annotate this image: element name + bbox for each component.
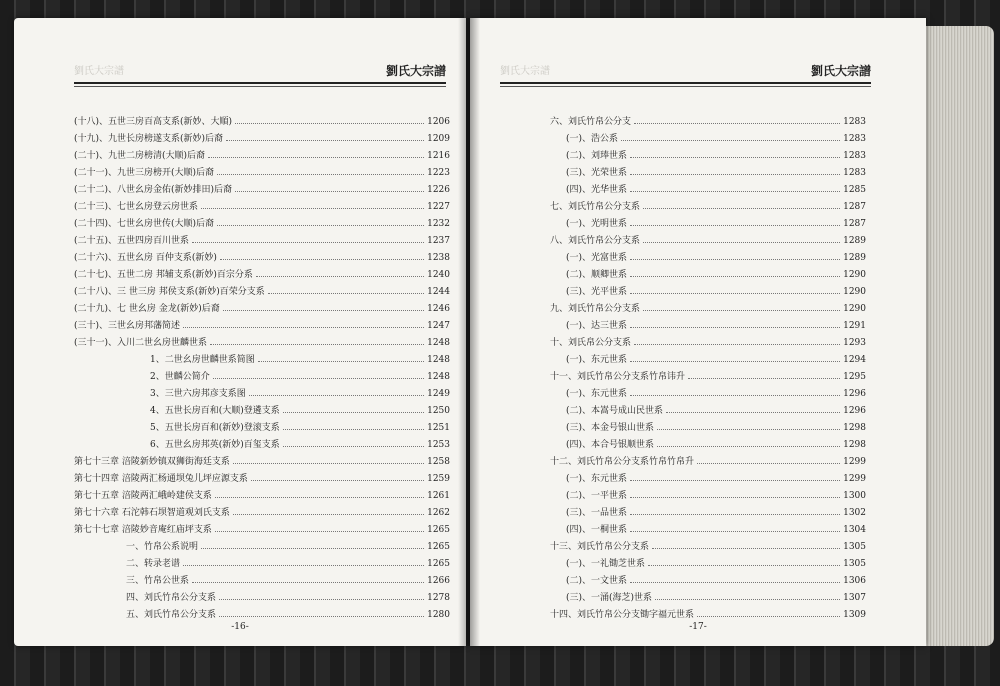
left-folio: -16- <box>231 622 249 632</box>
toc-entry-page: 1232 <box>427 219 450 229</box>
toc-entry-page: 1283 <box>843 134 866 144</box>
toc-entry-page: 1209 <box>427 134 450 144</box>
toc-entry-label: (二)、本嵩号成山民世系 <box>566 406 664 416</box>
toc-entry-label: (三十一)、入川二世幺房世麟世系 <box>74 338 208 348</box>
right-header-rule <box>500 82 871 84</box>
toc-leader-dots <box>630 582 840 583</box>
toc-entry-label: 十二、刘氏竹帛公分支系竹帛竹帛升 <box>550 457 695 467</box>
toc-entry-label: 1、二世幺房世麟世系简图 <box>150 355 255 365</box>
toc-entry-label: (三)、光平世系 <box>566 287 628 297</box>
right-header <box>500 62 871 90</box>
toc-entry-page: 1290 <box>843 304 866 314</box>
toc-entry <box>550 501 866 518</box>
toc-entry-label: (一)、达三世系 <box>566 321 628 331</box>
toc-entry <box>550 229 866 246</box>
toc-entry-page: 1250 <box>427 406 450 416</box>
toc-entry-page: 1305 <box>843 542 866 552</box>
toc-entry-page: 1216 <box>427 151 450 161</box>
toc-leader-dots <box>268 293 424 294</box>
toc-entry-page: 1246 <box>427 304 450 314</box>
toc-entry-label: 第七十七章 涪陵妙音庵红庙坪支系 <box>74 525 212 535</box>
toc-entry-label: 十、刘氏帛公分支系 <box>550 338 632 348</box>
toc-entry-page: 1262 <box>427 508 450 518</box>
right-folio: -17- <box>689 622 707 632</box>
toc-entry <box>550 161 866 178</box>
toc-leader-dots <box>652 548 840 549</box>
toc-entry <box>74 314 450 331</box>
toc-entry-page: 1296 <box>843 389 866 399</box>
toc-entry <box>550 518 866 535</box>
toc-entry-label: 一、竹帛公系说明 <box>126 542 199 552</box>
toc-entry-page: 1289 <box>843 236 866 246</box>
toc-entry-page: 1283 <box>843 151 866 161</box>
toc-entry <box>74 586 450 603</box>
toc-leader-dots <box>210 344 424 345</box>
toc-entry <box>550 178 866 195</box>
toc-entry <box>74 467 450 484</box>
toc-entry <box>74 331 450 348</box>
toc-entry <box>550 110 866 127</box>
toc-entry <box>550 399 866 416</box>
toc-entry <box>74 348 450 365</box>
toc-entry-label: (二十六)、五世幺房 百仲支系(新妙) <box>74 253 217 263</box>
toc-leader-dots <box>283 429 424 430</box>
toc-entry <box>74 365 450 382</box>
toc-leader-dots <box>657 429 840 430</box>
toc-leader-dots <box>223 310 424 311</box>
toc-entry-label: 第七十四章 涪陵两汇杨通坝兔儿坪应源支系 <box>74 474 248 484</box>
toc-entry <box>74 161 450 178</box>
toc-entry-page: 1305 <box>843 559 866 569</box>
toc-leader-dots <box>630 174 840 175</box>
toc-entry-label: (二)、一平世系 <box>566 491 628 501</box>
toc-entry-label: 6、五世幺房邦英(新妙)百玺支系 <box>150 440 280 450</box>
toc-entry-page: 1244 <box>427 287 450 297</box>
toc-entry-label: 第七十三章 涪陵新妙镇双狮街海廷支系 <box>74 457 230 467</box>
toc-entry-page: 1302 <box>843 508 866 518</box>
toc-entry <box>550 144 866 161</box>
toc-entry <box>74 178 450 195</box>
toc-entry-label: (二十二)、八世幺房金佑(新妙排田)后裔 <box>74 185 233 195</box>
toc-entry <box>74 263 450 280</box>
toc-entry <box>550 365 866 382</box>
toc-entry <box>550 382 866 399</box>
toc-entry <box>550 416 866 433</box>
toc-entry <box>550 212 866 229</box>
toc-entry-page: 1265 <box>427 542 450 552</box>
toc-entry-page: 1293 <box>843 338 866 348</box>
toc-entry-page: 1258 <box>427 457 450 467</box>
toc-entry <box>74 484 450 501</box>
toc-entry <box>550 467 866 484</box>
toc-entry-label: (二十三)、七世幺房登云房世系 <box>74 202 199 212</box>
toc-entry-page: 1259 <box>427 474 450 484</box>
toc-entry-page: 1309 <box>843 610 866 620</box>
left-header-ghost: 劉氏大宗譜 <box>74 66 124 77</box>
toc-entry-label: (一)、光明世系 <box>566 219 628 229</box>
left-header-rule-thin <box>74 86 446 87</box>
toc-entry <box>74 450 450 467</box>
toc-entry <box>74 399 450 416</box>
toc-entry <box>74 297 450 314</box>
toc-entry-page: 1226 <box>427 185 450 195</box>
toc-entry-label: (四)、一桐世系 <box>566 525 628 535</box>
toc-entry-page: 1266 <box>427 576 450 586</box>
toc-entry <box>74 603 450 620</box>
toc-entry <box>550 535 866 552</box>
toc-leader-dots <box>208 157 424 158</box>
toc-entry-page: 1298 <box>843 440 866 450</box>
toc-entry-page: 1299 <box>843 457 866 467</box>
toc-entry-label: 六、刘氏竹帛公分支 <box>550 117 632 127</box>
toc-entry <box>74 110 450 127</box>
toc-entry-label: (二十八)、三 世三房 邦侯支系(新妙)百荣分支系 <box>74 287 265 297</box>
toc-leader-dots <box>283 412 424 413</box>
toc-entry-label: 四、刘氏竹帛公分支系 <box>126 593 217 603</box>
toc-entry-page: 1290 <box>843 270 866 280</box>
toc-entry <box>74 382 450 399</box>
toc-leader-dots <box>217 174 424 175</box>
toc-leader-dots <box>217 225 424 226</box>
toc-entry-page: 1265 <box>427 559 450 569</box>
toc-leader-dots <box>183 565 424 566</box>
toc-entry <box>550 246 866 263</box>
toc-entry <box>74 416 450 433</box>
toc-entry <box>550 484 866 501</box>
toc-entry-page: 1265 <box>427 525 450 535</box>
toc-entry-label: (十九)、九世长房榜遂支系(新妙)后裔 <box>74 134 224 144</box>
toc-leader-dots <box>233 463 424 464</box>
toc-entry-label: (二十四)、七世幺房世传(大顺)后裔 <box>74 219 215 229</box>
toc-entry-page: 1283 <box>843 168 866 178</box>
toc-leader-dots <box>621 140 840 141</box>
toc-leader-dots <box>630 514 840 515</box>
toc-entry-label: (三)、一涌(海芝)世系 <box>566 593 653 603</box>
toc-leader-dots <box>251 480 424 481</box>
toc-entry <box>74 144 450 161</box>
book-gutter <box>458 18 480 646</box>
toc-leader-dots <box>283 446 424 447</box>
toc-leader-dots <box>643 208 840 209</box>
toc-entry-label: 第七十五章 涪陵两汇峨岭建侯支系 <box>74 491 212 501</box>
toc-leader-dots <box>201 208 424 209</box>
toc-entry-label: (十八)、五世三房百高支系(新妙、大順) <box>74 117 233 127</box>
toc-entry-page: 1237 <box>427 236 450 246</box>
toc-leader-dots <box>643 310 840 311</box>
toc-entry-label: (一)、东元世系 <box>566 389 628 399</box>
toc-entry <box>550 603 866 620</box>
right-header-title: 劉氏大宗譜 <box>810 64 871 78</box>
toc-entry-label: (三十)、三世幺房邦藩简述 <box>74 321 181 331</box>
toc-entry-page: 1287 <box>843 202 866 212</box>
toc-entry <box>74 569 450 586</box>
toc-leader-dots <box>630 327 840 328</box>
toc-entry-page: 1294 <box>843 355 866 365</box>
left-header-title: 劉氏大宗譜 <box>385 64 446 78</box>
toc-leader-dots <box>630 497 840 498</box>
toc-entry-page: 1304 <box>843 525 866 535</box>
toc-entry-label: (二)、顺卿世系 <box>566 270 628 280</box>
toc-entry-label: (一)、一礼锄芝世系 <box>566 559 646 569</box>
toc-leader-dots <box>215 497 424 498</box>
toc-entry-label: (三)、光荣世系 <box>566 168 628 178</box>
toc-entry <box>550 586 866 603</box>
toc-leader-dots <box>630 395 840 396</box>
toc-entry <box>74 229 450 246</box>
toc-entry-page: 1300 <box>843 491 866 501</box>
left-toc <box>74 110 450 620</box>
toc-leader-dots <box>648 565 840 566</box>
toc-entry-page: 1223 <box>427 168 450 178</box>
toc-entry-label: (一)、东元世系 <box>566 355 628 365</box>
toc-leader-dots <box>258 361 424 362</box>
toc-entry-page: 1291 <box>843 321 866 331</box>
toc-leader-dots <box>213 378 424 379</box>
toc-entry <box>550 314 866 331</box>
toc-entry-page: 1296 <box>843 406 866 416</box>
toc-entry-page: 1290 <box>843 287 866 297</box>
toc-leader-dots <box>688 378 840 379</box>
toc-leader-dots <box>249 395 424 396</box>
toc-entry-label: (二十五)、五世四房百川世系 <box>74 236 190 246</box>
toc-entry-label: 九、刘氏竹帛公分支系 <box>550 304 641 314</box>
toc-leader-dots <box>630 293 840 294</box>
toc-entry-label: (四)、光华世系 <box>566 185 628 195</box>
toc-leader-dots <box>666 412 840 413</box>
toc-leader-dots <box>634 123 840 124</box>
toc-entry-label: 三、竹帛公世系 <box>126 576 190 586</box>
toc-entry <box>74 433 450 450</box>
toc-entry-label: (一)、光富世系 <box>566 253 628 263</box>
toc-entry <box>74 518 450 535</box>
toc-entry <box>550 569 866 586</box>
toc-entry-page: 1306 <box>843 576 866 586</box>
toc-leader-dots <box>215 531 424 532</box>
toc-entry-page: 1278 <box>427 593 450 603</box>
toc-entry-page: 1240 <box>427 270 450 280</box>
toc-entry <box>550 280 866 297</box>
toc-entry-page: 1251 <box>427 423 450 433</box>
toc-leader-dots <box>697 463 840 464</box>
toc-entry <box>74 280 450 297</box>
toc-leader-dots <box>219 599 424 600</box>
toc-leader-dots <box>630 361 840 362</box>
toc-leader-dots <box>235 191 424 192</box>
toc-entry-label: (三)、本金号银山世系 <box>566 423 655 433</box>
toc-leader-dots <box>192 242 424 243</box>
toc-entry-page: 1287 <box>843 219 866 229</box>
toc-entry-page: 1261 <box>427 491 450 501</box>
toc-entry-page: 1247 <box>427 321 450 331</box>
toc-entry-label: (二十七)、五世二房 邦辅支系(新妙)百宗分系 <box>74 270 253 280</box>
toc-entry-page: 1238 <box>427 253 450 263</box>
toc-entry <box>550 195 866 212</box>
toc-entry-page: 1283 <box>843 117 866 127</box>
toc-entry <box>74 246 450 263</box>
toc-leader-dots <box>256 276 424 277</box>
toc-leader-dots <box>630 531 840 532</box>
toc-entry-label: 十四、刘氏竹帛公分支锄字福元世系 <box>550 610 695 620</box>
toc-entry-label: (四)、本合号银顺世系 <box>566 440 655 450</box>
toc-entry <box>74 535 450 552</box>
toc-entry-page: 1227 <box>427 202 450 212</box>
toc-entry-label: (二十)、九世二房榜清(大顺)后裔 <box>74 151 206 161</box>
toc-entry <box>74 212 450 229</box>
toc-entry-page: 1299 <box>843 474 866 484</box>
toc-leader-dots <box>192 582 424 583</box>
toc-entry <box>550 127 866 144</box>
toc-entry-page: 1249 <box>427 389 450 399</box>
toc-leader-dots <box>235 123 424 124</box>
toc-entry-label: (一)、东元世系 <box>566 474 628 484</box>
toc-entry <box>550 263 866 280</box>
toc-entry-label: 5、五世长房百和(新妙)登滚支系 <box>150 423 280 433</box>
toc-entry-label: 二、转录老谱 <box>126 559 181 569</box>
right-toc <box>550 110 866 620</box>
toc-entry <box>550 450 866 467</box>
toc-leader-dots <box>220 259 424 260</box>
toc-entry-page: 1285 <box>843 185 866 195</box>
page-edges <box>920 26 994 646</box>
toc-entry <box>550 433 866 450</box>
toc-entry-label: 十一、刘氏竹帛公分支系竹帛讳升 <box>550 372 686 382</box>
toc-entry-page: 1280 <box>427 610 450 620</box>
toc-leader-dots <box>643 242 840 243</box>
toc-leader-dots <box>630 225 840 226</box>
toc-entry-label: (一)、浩公系 <box>566 134 619 144</box>
right-header-rule-thin <box>500 86 871 87</box>
toc-entry-page: 1295 <box>843 372 866 382</box>
toc-entry <box>74 127 450 144</box>
toc-entry-label: (二)、一文世系 <box>566 576 628 586</box>
toc-leader-dots <box>657 446 840 447</box>
toc-entry-label: 4、五世长房百和(大顺)登遴支系 <box>150 406 280 416</box>
toc-leader-dots <box>655 599 840 600</box>
toc-leader-dots <box>201 548 424 549</box>
toc-leader-dots <box>183 327 424 328</box>
toc-entry-label: (二十一)、九世三房榜开(大顺)后裔 <box>74 168 215 178</box>
toc-leader-dots <box>233 514 424 515</box>
right-header-ghost: 劉氏大宗譜 <box>500 66 550 77</box>
toc-entry <box>550 331 866 348</box>
toc-entry-page: 1248 <box>427 372 450 382</box>
right-page <box>470 18 926 646</box>
toc-entry-page: 1248 <box>427 355 450 365</box>
toc-entry <box>74 552 450 569</box>
toc-entry <box>550 552 866 569</box>
toc-entry <box>550 297 866 314</box>
toc-entry-page: 1206 <box>427 117 450 127</box>
toc-leader-dots <box>630 259 840 260</box>
toc-entry-page: 1289 <box>843 253 866 263</box>
toc-entry <box>74 501 450 518</box>
toc-entry-label: 第七十六章 石沱韩石坝智道观刘氏支系 <box>74 508 230 518</box>
toc-entry-label: 七、刘氏竹帛公分支系 <box>550 202 641 212</box>
toc-entry <box>74 195 450 212</box>
toc-leader-dots <box>630 157 840 158</box>
toc-entry-label: (三)、一品世系 <box>566 508 628 518</box>
toc-leader-dots <box>697 616 840 617</box>
toc-entry-page: 1298 <box>843 423 866 433</box>
toc-leader-dots <box>630 480 840 481</box>
toc-entry-page: 1307 <box>843 593 866 603</box>
toc-entry-label: 2、世麟公简介 <box>150 372 210 382</box>
left-page <box>14 18 466 646</box>
toc-entry-label: 五、刘氏竹帛公分支系 <box>126 610 217 620</box>
toc-entry-page: 1248 <box>427 338 450 348</box>
left-header-rule <box>74 82 446 84</box>
toc-entry-label: (二十九)、七 世幺房 金龙(新妙)后裔 <box>74 304 220 314</box>
toc-entry <box>550 348 866 365</box>
toc-entry-label: 十三、刘氏竹帛公分支系 <box>550 542 650 552</box>
left-header <box>74 62 446 90</box>
toc-leader-dots <box>630 191 840 192</box>
toc-entry-label: (二)、刘琫世系 <box>566 151 628 161</box>
toc-leader-dots <box>226 140 424 141</box>
toc-leader-dots <box>219 616 424 617</box>
toc-entry-label: 八、刘氏竹帛公分支系 <box>550 236 641 246</box>
toc-entry-page: 1253 <box>427 440 450 450</box>
toc-entry-label: 3、三世六房邦彦支系图 <box>150 389 246 399</box>
toc-leader-dots <box>634 344 840 345</box>
toc-leader-dots <box>630 276 840 277</box>
